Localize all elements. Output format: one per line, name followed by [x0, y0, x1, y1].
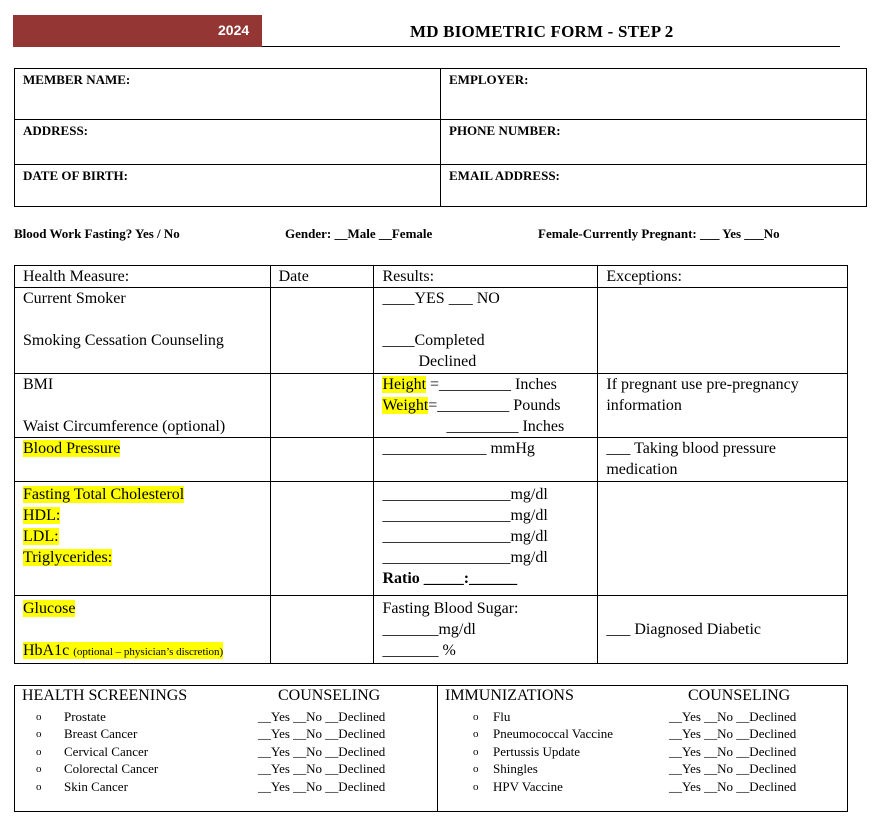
current-smoker-label: Current Smoker — [23, 290, 126, 307]
immunization-options[interactable]: __Yes __No __Declined — [669, 744, 797, 759]
bullet-icon: o — [36, 781, 42, 793]
screenings-counseling-title: COUNSELING — [278, 687, 381, 704]
hba1c-label: HbA1c — [23, 642, 70, 659]
bullet-icon: o — [36, 711, 42, 723]
fbs-result[interactable]: _______mg/dl — [382, 621, 476, 638]
address-field[interactable]: ADDRESS: — [15, 120, 441, 165]
table-row-cholesterol — [15, 482, 848, 596]
weight-result[interactable] — [382, 395, 589, 416]
screening-options[interactable]: __Yes __No __Declined — [258, 709, 386, 724]
screening-options[interactable]: __Yes __No __Declined — [258, 726, 386, 741]
fasting-option[interactable]: Blood Work Fasting? Yes / No — [14, 226, 180, 241]
counseling-declined[interactable]: Declined — [418, 353, 477, 370]
immunizations-title: IMMUNIZATIONS — [445, 687, 574, 704]
smoking-date-cell[interactable] — [270, 288, 374, 374]
bullet-icon: o — [36, 746, 42, 758]
immunization-item: Pneumococcal Vaccine — [493, 726, 613, 741]
immunization-options[interactable]: __Yes __No __Declined — [669, 761, 797, 776]
cholesterol-result[interactable]: ________________mg/dl — [382, 486, 548, 503]
phone-field[interactable]: PHONE NUMBER: — [441, 120, 867, 165]
screening-options[interactable]: __Yes __No __Declined — [258, 761, 386, 776]
height-label: Height — [382, 376, 427, 393]
immunization-item: Shingles — [493, 761, 538, 776]
smoker-result[interactable]: ____YES ___ NO — [382, 290, 500, 307]
table-row-smoking — [15, 288, 848, 374]
bullet-icon: o — [36, 763, 42, 775]
ldl-label: LDL: — [23, 528, 59, 545]
health-screenings-title: HEALTH SCREENINGS — [22, 687, 188, 704]
triglycerides-label: Triglycerides: — [23, 549, 113, 566]
hba1c-note: (optional – physician’s discretion) — [73, 646, 224, 658]
immunization-item: HPV Vaccine — [493, 779, 563, 794]
immunization-options[interactable]: __Yes __No __Declined — [669, 726, 797, 741]
glucose-date-cell[interactable] — [270, 596, 374, 664]
waist-result[interactable]: _________ Inches — [446, 418, 565, 435]
bullet-icon: o — [473, 746, 479, 758]
height-blank[interactable]: =_________ Inches — [426, 376, 557, 393]
immunization-options[interactable]: __Yes __No __Declined — [669, 779, 797, 794]
bullet-icon: o — [473, 711, 479, 723]
immunizations-counseling-title: COUNSELING — [688, 687, 791, 704]
cholesterol-exception-cell[interactable] — [598, 482, 848, 596]
screening-options[interactable]: __Yes __No __Declined — [258, 779, 386, 794]
smoking-exception-cell[interactable] — [598, 288, 848, 374]
health-measure-table — [14, 265, 848, 664]
screening-item: Cervical Cancer — [64, 744, 149, 759]
immunization-item: Pertussis Update — [493, 744, 581, 759]
bullet-icon: o — [473, 728, 479, 740]
ratio-result[interactable]: Ratio _____:______ — [382, 570, 518, 587]
cholesterol-date-cell[interactable] — [270, 482, 374, 596]
bmi-date-cell[interactable] — [270, 374, 374, 438]
screening-options[interactable]: __Yes __No __Declined — [258, 744, 386, 759]
immunization-options[interactable]: __Yes __No __Declined — [669, 709, 797, 724]
dob-field[interactable]: DATE OF BIRTH: — [15, 165, 441, 207]
counseling-completed[interactable]: ____Completed — [382, 332, 485, 349]
ldl-result[interactable]: ________________mg/dl — [382, 528, 548, 545]
screening-item: Skin Cancer — [64, 779, 128, 794]
hba1c-result[interactable]: _______ % — [382, 642, 456, 659]
diabetic-exception[interactable]: ___ Diagnosed Diabetic — [598, 596, 848, 664]
screenings-divider — [437, 685, 438, 812]
header-date: Date — [270, 266, 374, 288]
form-title: MD BIOMETRIC FORM - STEP 2 — [410, 22, 674, 41]
bp-date-cell[interactable] — [270, 438, 374, 482]
table-row-bp — [15, 438, 848, 482]
hdl-label: HDL: — [23, 507, 61, 524]
cholesterol-label: Fasting Total Cholesterol — [23, 486, 185, 503]
gender-option[interactable]: Gender: __Male __Female — [285, 226, 433, 241]
table-row-bmi — [15, 374, 848, 438]
hdl-result[interactable]: ________________mg/dl — [382, 507, 548, 524]
waist-label: Waist Circumference (optional) — [23, 418, 226, 435]
bullet-icon: o — [473, 781, 479, 793]
employer-field[interactable]: EMPLOYER: — [441, 69, 867, 120]
bullet-icon: o — [36, 728, 42, 740]
screening-item: Breast Cancer — [64, 726, 138, 741]
table-row-glucose — [15, 596, 848, 664]
bp-exception[interactable]: ___ Taking blood pressure medication — [598, 438, 848, 482]
blood-pressure-label: Blood Pressure — [23, 440, 121, 457]
title-underline — [262, 46, 840, 47]
fasting-blood-sugar-label: Fasting Blood Sugar: — [382, 600, 519, 617]
bullet-icon: o — [473, 763, 479, 775]
glucose-label: Glucose — [23, 600, 76, 617]
height-result[interactable] — [382, 374, 589, 395]
bp-result[interactable]: _____________ mmHg — [374, 438, 598, 482]
email-field[interactable]: EMAIL ADDRESS: — [441, 165, 867, 207]
header-exceptions: Exceptions: — [598, 266, 848, 288]
weight-label: Weight — [382, 397, 429, 414]
member-name-field[interactable]: MEMBER NAME: — [15, 69, 441, 120]
smoking-counseling-label: Smoking Cessation Counseling — [23, 332, 224, 349]
triglycerides-result[interactable]: ________________mg/dl — [382, 549, 548, 566]
bmi-exception: If pregnant use pre-pregnancy information — [598, 374, 848, 438]
screening-item: Colorectal Cancer — [64, 761, 159, 776]
member-info-table — [14, 68, 867, 207]
pregnant-option[interactable]: Female-Currently Pregnant: ___ Yes ___No — [538, 226, 780, 241]
immunization-item: Flu — [493, 709, 511, 724]
weight-blank[interactable]: =_________ Pounds — [428, 397, 561, 414]
form-year: 2024 — [218, 22, 250, 38]
header-results: Results: — [374, 266, 598, 288]
header-health-measure: Health Measure: — [15, 266, 271, 288]
screening-item: Prostate — [64, 709, 106, 724]
bmi-label: BMI — [23, 376, 54, 393]
